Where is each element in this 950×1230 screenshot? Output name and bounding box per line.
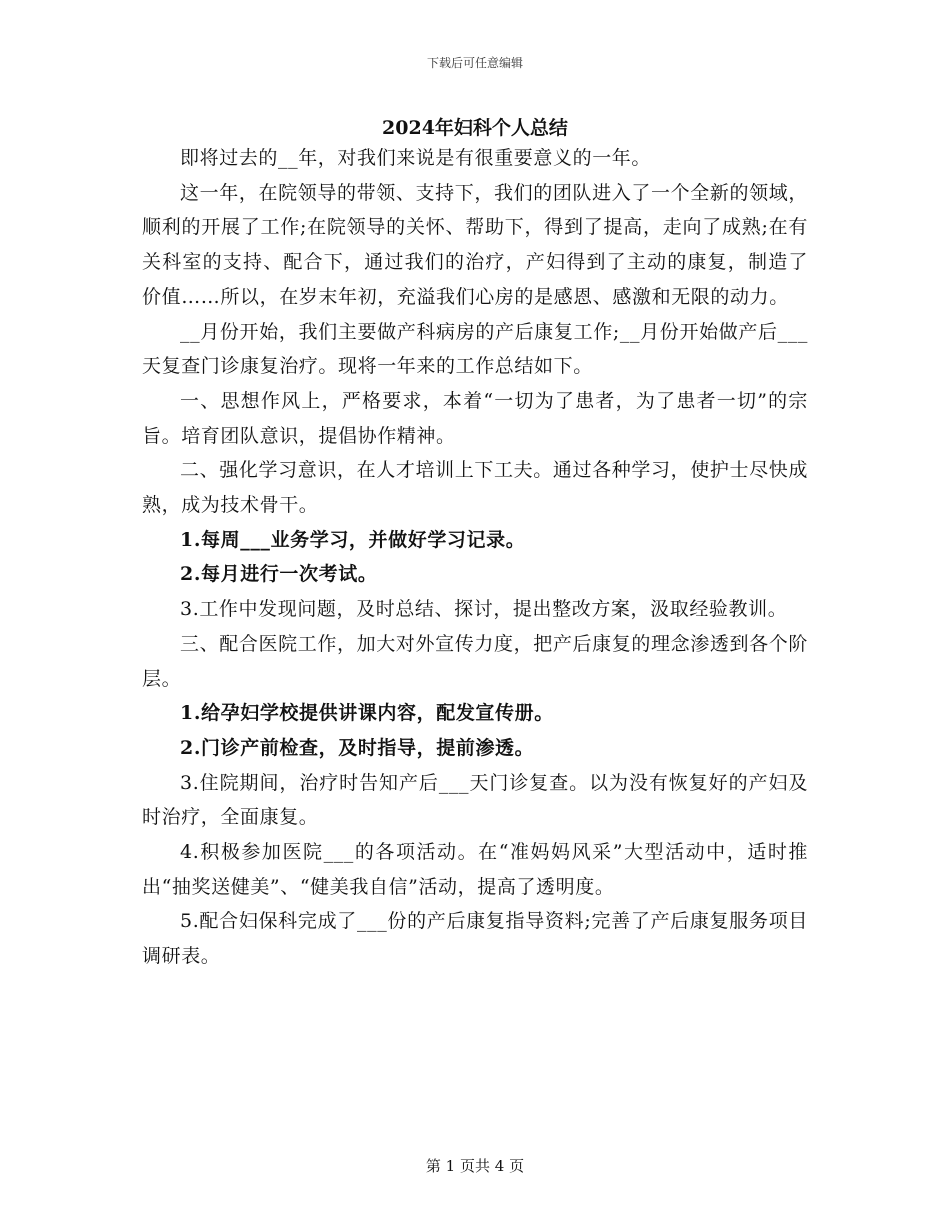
paragraph: __月份开始，我们主要做产科病房的产后康复工作;__月份开始做产后___天复查门诊康复治疗。现将一年来的工作总结如下。 <box>142 320 808 378</box>
list-item: 1.给孕妇学校提供讲课内容，配发宣传册。 <box>180 702 554 725</box>
list-item: 4.积极参加医院___的各项活动。在“准妈妈风采”大型活动中，适时推出“抽奖送健美”、“健美我自信”活动，提高了透明度。 <box>142 841 808 898</box>
paragraph: 即将过去的__年，对我们来说是有很重要意义的一年。 <box>180 147 652 169</box>
document-title: 2024年妇科个人总结 <box>382 117 568 139</box>
paragraph: 三、配合医院工作，加大对外宣传力度，把产后康复的理念渗透到各个阶层。 <box>142 632 808 690</box>
list-item: 3.住院期间，治疗时告知产后___天门诊复查。以为没有恢复好的产妇及时治疗，全面康复。 <box>142 771 808 829</box>
paragraph: 一、思想作风上，严格要求，本着“一切为了患者，为了患者一切”的宗旨。培育团队意识，提倡协作精神。 <box>142 389 808 447</box>
document-body <box>142 141 808 974</box>
list-item: 2.门诊产前检查，及时指导，提前渗透。 <box>180 736 535 759</box>
list-item: 2.每月进行一次考试。 <box>180 563 378 586</box>
list-item: 3.工作中发现问题，及时总结、探讨，提出整改方案，汲取经验教训。 <box>180 598 788 621</box>
header-note: 下载后可任意编辑 <box>426 56 523 70</box>
paragraph: 二、强化学习意识，在人才培训上下工夫。通过各种学习，使护士尽快成熟，成为技术骨干。 <box>142 459 808 517</box>
paragraph: 这一年，在院领导的带领、支持下，我们的团队进入了一个全新的领域，顺利的开展了工作;在院领导的关怀、帮助下，得到了提高，走向了成熟;在有关科室的支持、配合下，通过我们的治疗，产妇得到了主动的康复，制造了价值……所以，在岁末年初，充溢我们心房的是感恩、感激和无限的动力。 <box>142 181 808 308</box>
list-item: 1.每周___业务学习，并做好学习记录。 <box>180 528 526 551</box>
page-number: 第 1 页共 4 页 <box>425 1157 525 1175</box>
list-item: 5.配合妇保科完成了___份的产后康复指导资料;完善了产后康复服务项目调研表。 <box>142 910 808 968</box>
